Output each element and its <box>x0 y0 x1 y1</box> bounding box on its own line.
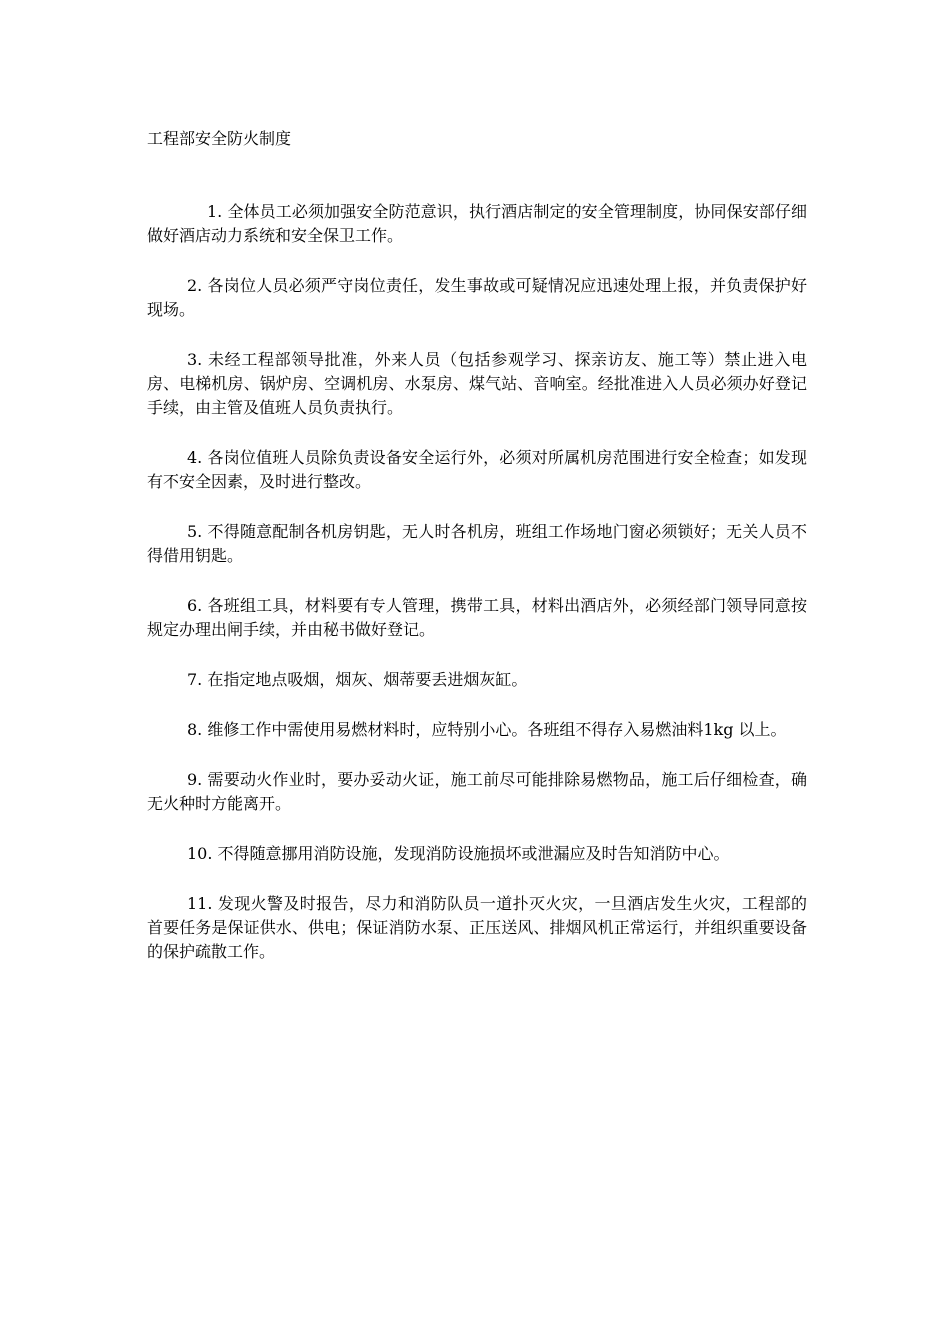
rule-item-5: 5. 不得随意配制各机房钥匙，无人时各机房，班组工作场地门窗必须锁好；无关人员不得借用钥匙。 <box>147 522 807 565</box>
rule-item-8: 8. 维修工作中需使用易燃材料时，应特别小心。各班组不得存入易燃油料1kg 以上。 <box>187 720 787 739</box>
rule-item-3: 3. 未经工程部领导批准，外来人员（包括参观学习、探亲访友、施工等）禁止进入电房、电梯机房、锅炉房、空调机房、水泵房、煤气站、音响室。经批准进入人员必须办好登记手续，由主管及值班人员负责执行。 <box>147 350 807 417</box>
rule-item-10: 10. 不得随意挪用消防设施，发现消防设施损坏或泄漏应及时告知消防中心。 <box>187 844 730 863</box>
rule-item-9: 9. 需要动火作业时，要办妥动火证，施工前尽可能排除易燃物品，施工后仔细检查，确无火种时方能离开。 <box>147 770 807 813</box>
rule-item-2: 2. 各岗位人员必须严守岗位责任，发生事故或可疑情况应迅速处理上报，并负责保护好现场。 <box>147 276 807 319</box>
rule-item-6: 6. 各班组工具，材料要有专人管理，携带工具，材料出酒店外，必须经部门领导同意按规定办理出闸手续，并由秘书做好登记。 <box>147 596 807 639</box>
rule-item-1: 1. 全体员工必须加强安全防范意识，执行酒店制定的安全管理制度，协同保安部仔细做好酒店动力系统和安全保卫工作。 <box>147 202 807 245</box>
rule-item-4: 4. 各岗位值班人员除负责设备安全运行外，必须对所属机房范围进行安全检查；如发现有不安全因素，及时进行整改。 <box>147 448 807 491</box>
document-title: 工程部安全防火制度 <box>147 129 292 148</box>
rule-item-7: 7. 在指定地点吸烟，烟灰、烟蒂要丢进烟灰缸。 <box>187 670 528 689</box>
document-body <box>147 200 807 990</box>
rule-item-11: 11. 发现火警及时报告，尽力和消防队员一道扑灭火灾，一旦酒店发生火灾，工程部的首要任务是保证供水、供电；保证消防水泵、正压送风、排烟风机正常运行，并组织重要设备的保护疏散工作。 <box>147 894 807 961</box>
